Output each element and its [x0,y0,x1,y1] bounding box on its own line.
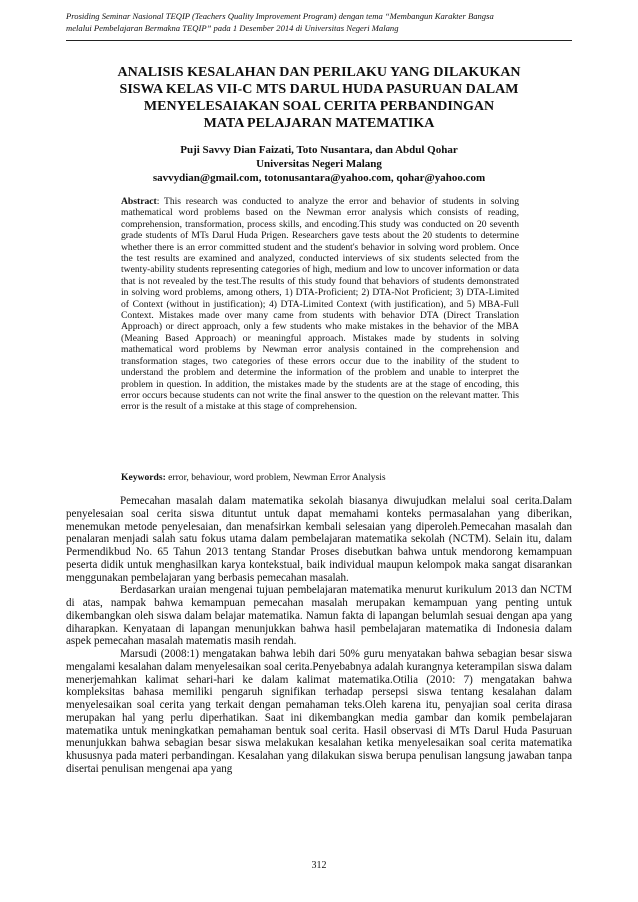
page-number: 312 [311,860,327,871]
body-paragraph-3: Marsudi (2008:1) mengatakan bahwa lebih dari 50% guru menyatakan bahwa sebagian besar siswa mengalami kesalahan dalam menyelesaikan soal cerita.Penyebabnya adalah kurangnya keterampilan siswa dalam menerjemahkan kalimat sehari-hari ke dalam kalimat matematika.Otilia (2010: 7) mengatakan bahwa kompleksitas bahasa memiliki pengaruh signifikan terhadap persepsi siswa tentang kesalahan dalam menyelesaikan soal cerita yang terkait dengan pemahaman teks.Oleh karena itu, penyajian soal cerita dirasa merupakan hal yang perlu diperhatikan. Saat ini dikembangkan media gambar dan komik pembelajaran matematika untuk meningkatkan pemahaman bentuk soal cerita. Hasil observasi di MTs Darul Huda Pasuruan menunjukkan bahwa sebagian besar siswa melakukan kesalahan ketika menyelesaikan soal cerita matematika khususnya pada materi perbandingan. Kesalahan yang dilakukan siswa berupa penulisan langsung jawaban tanpa disertai penulisan mengenai apa yang [66,648,572,775]
body-text [66,495,572,776]
header-line-2: melalui Pembelajaran Bermakna TEQIP” pada 1 Desember 2014 di Universitas Negeri Malang [66,23,399,33]
title-line-3: MENYELESAIAKAN SOAL CERITA PERBANDINGAN [143,99,495,114]
body-paragraph-1: Pemecahan masalah dalam matematika sekolah biasanya diwujudkan melalui soal cerita.Dalam penyelesaian soal cerita siswa dituntut untuk dapat memahami konteks permasalahan yang diberikan, menemukan metode penyelesaian, dan menafsirkan kembali selesaian yang diperoleh.Pemecahan masalah dan penalaran menjadi salah satu fokus utama dalam pembelajaran matematika sekolah (NCTM). Selain itu, dalam Permendikbud No. 65 Tahun 2013 tentang Standar Proses disebutkan bahwa untuk mendorong kemampuan peserta didik untuk menghasilkan karya kontekstual, baik individual maupun kelompok maka sangat disarankan menggunakan pembelajaran yang berbasis pemecahan masalah. [66,495,572,584]
title-line-4: MATA PELAJARAN MATEMATIKA [203,116,435,131]
keywords-label: Keywords: [121,472,166,483]
abstract-label: Abstract [121,196,157,207]
author-names: Puji Savvy Dian Faizati, Toto Nusantara, dan Abdul Qohar [180,144,458,156]
paper-title [60,64,578,132]
title-line-2: SISWA KELAS VII-C MTS DARUL HUDA PASURUAN DALAM [119,82,519,97]
author-block [60,143,578,185]
author-emails: savvydian@gmail.com, totonusantara@yahoo.com, qohar@yahoo.com [152,172,486,184]
abstract [121,196,519,413]
body-paragraph-2: Berdasarkan uraian mengenai tujuan pembelajaran matematika menurut kurikulum 2013 dan NCTM di atas, nampak bahwa kemampuan pemecahan masalah merupakan kemampuan yang penting untuk dikembangkan oleh siswa dalam belajar matematika. Namun fakta di lapangan belumlah sesuai dengan apa yang diharapkan. Kenyataan di lapangan menunjukkan bahwa hasil pembelajaran matematika di Indonesia dalam aspek pemecahan masalah matematis masih rendah. [66,584,572,648]
header-line-1: Prosiding Seminar Nasional TEQIP (Teachers Quality Improvement Program) dengan tema “Membangun Karakter Bangsa [66,11,494,21]
running-header [66,10,546,34]
title-line-1: ANALISIS KESALAHAN DAN PERILAKU YANG DILAKUKAN [117,65,521,80]
abstract-text: : This research was conducted to analyze the error and behavior of students in solving mathematical word problems based on the Newman error analysis which consists of reading, comprehension, transformation, process skills, and encoding.This study was conducted on 20 seventh grade students of MTs Darul Huda Prigen. Researchers gave tests about the 20 students to determine whether there is an error committed student and the student's behavior in solving word problem. Once the test results are examined and analyzed, conducted interviews of six students selected from the twenty-ability students representing categories of high, medium and low to uncover information or data that is not revealed by the test.The results of this study found that behaviors of students demonstrated in solving word problems, among others, 1) DTA-Proficient; 2) DTA-Not Proficient; 3) DTA-Limited of Context (without in justification); 4) DTA-Limited Context (with justification), and 5) MBA-Full Context. Mistakes made over many came from students with behavior DTA (Direct Translation Approach) or direct approach, only a few students who make mistakes in the behavior of the MBA (Meaning Based Approach) or meaningful approach. Mistakes made by students in solving mathematical word problems by Newman error analysis contained in the comprehension and transformation stages, two categories of these errors occur due to the inability of the student to understand the problem and determine the information of the problem and unable to interpret the problem in question. In addition, the mistakes made by the students are at the stage of encoding, this error occurs because students can not write the final answer to the question on the relevant matter. This error is the result of a mistake at this stage of comprehension. [121,196,519,413]
header-divider [66,40,572,41]
keywords [121,472,519,484]
keywords-text: error, behaviour, word problem, Newman Error Analysis [165,472,386,483]
author-affiliation: Universitas Negeri Malang [256,158,382,170]
